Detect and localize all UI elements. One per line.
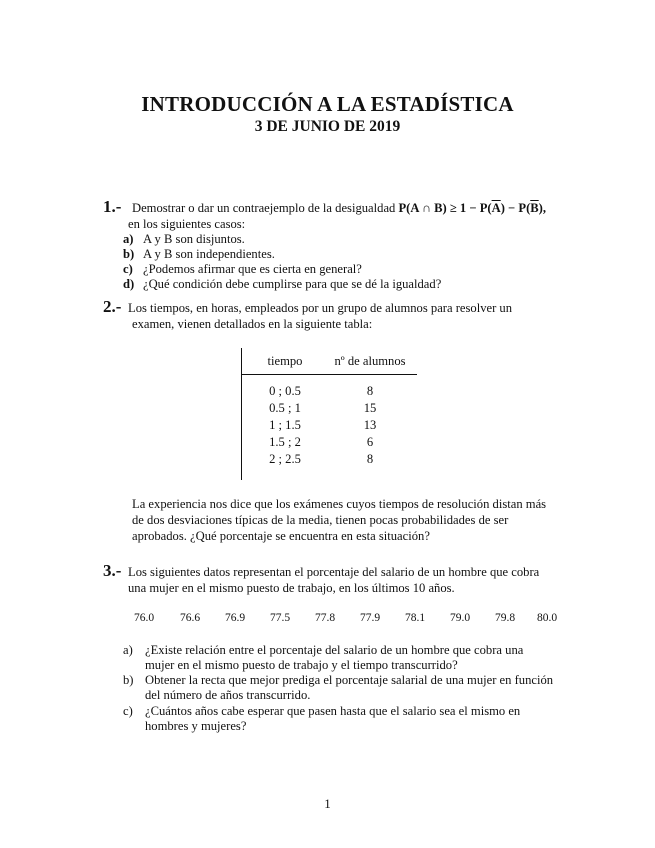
table-cell: 0.5 ; 1: [269, 401, 301, 415]
q1-item-a-text: A y B son disjuntos.: [143, 232, 245, 246]
salary-value: 76.6: [179, 612, 201, 624]
q1-item-d: [123, 277, 441, 292]
salary-value: 77.8: [314, 612, 336, 624]
question-3-number: 3.-: [103, 561, 122, 580]
salary-value: 79.0: [449, 612, 471, 624]
q3-item-b-label: b): [123, 673, 134, 687]
complement-a: $\overline{A}$: [491, 201, 501, 215]
question-2-followup-2: de dos desviaciones típicas de la media, tienen pocas probabilidades de ser: [132, 513, 509, 527]
table-cell: 6: [366, 435, 374, 449]
q3-item-c-line-1: ¿Cuántos años cabe esperar que pasen hasta que el salario sea el mismo en: [145, 704, 521, 718]
table-cell: 8: [366, 384, 374, 398]
q1-item-a-label: a): [123, 232, 134, 246]
question-2-line-2: examen, vienen detallados en la siguiente tabla:: [132, 317, 373, 331]
q1-item-d-label: d): [123, 277, 135, 291]
inequality-part-2: ) − P(: [500, 201, 531, 215]
inequality-part-3: ),: [538, 201, 547, 215]
q3-item-b-line-2: del número de años transcurrido.: [145, 688, 311, 702]
q3-item-a-line-2: mujer en el mismo puesto de trabajo y el tiempo transcurrido?: [145, 658, 458, 672]
table-header-alumnos: nº de alumnos: [334, 354, 406, 368]
salary-value: 76.9: [224, 612, 246, 624]
question-1-number: 1.-: [103, 197, 122, 216]
q3-item-a-label: a): [123, 643, 133, 657]
table-cell: 0 ; 0.5: [269, 384, 301, 398]
salary-value: 79.8: [494, 612, 516, 624]
table-cell: 1 ; 1.5: [269, 418, 301, 432]
q1-item-c: [123, 262, 362, 277]
salary-value: 80.0: [536, 612, 558, 624]
table-cell: 15: [363, 401, 377, 415]
q3-item-c-label: c): [123, 704, 133, 718]
question-3-line-2: una mujer en el mismo puesto de trabajo, en los últimos 10 años.: [128, 581, 455, 595]
complement-b: $\overline{B}$: [530, 201, 539, 215]
salary-value: 77.5: [269, 612, 291, 624]
table-cell: 2 ; 2.5: [269, 452, 301, 466]
page-number: 1: [324, 796, 331, 811]
question-1-stem-text: Demostrar o dar un contraejemplo de la desigualdad: [132, 201, 399, 215]
page-title: INTRODUCCIÓN A LA ESTADÍSTICA: [141, 92, 514, 116]
question-2-number: 2.-: [103, 297, 122, 316]
table-cell: 1.5 ; 2: [269, 435, 301, 449]
question-2-line-1: Los tiempos, en horas, empleados por un grupo de alumnos para resolver un: [128, 301, 513, 315]
q1-item-b-text: A y B son independientes.: [143, 247, 275, 261]
table-cell: 13: [363, 418, 377, 432]
q3-item-c-line-2: hombres y mujeres?: [145, 719, 247, 733]
salary-value: 78.1: [404, 612, 426, 624]
salary-value: 77.9: [359, 612, 381, 624]
table-header-rule: [241, 374, 417, 375]
exam-date: 3 DE JUNIO DE 2019: [254, 118, 401, 135]
q1-item-c-text: ¿Podemos afirmar que es cierta en general?: [143, 262, 362, 276]
question-1-stem-cont: en los siguientes casos:: [128, 217, 246, 231]
q1-item-b-label: b): [123, 247, 135, 261]
table-left-rule: [241, 348, 242, 480]
question-2-followup-3: aprobados. ¿Qué porcentaje se encuentra en esta situación?: [132, 529, 430, 543]
question-2-followup-1: La experiencia nos dice que los exámenes cuyos tiempos de resolución distan más: [132, 497, 547, 511]
question-1-stem: [132, 201, 546, 216]
q3-item-b-line-1: Obtener la recta que mejor prediga el porcentaje salarial de una mujer en función: [145, 673, 554, 687]
q1-item-d-text: ¿Qué condición debe cumplirse para que se dé la igualdad?: [143, 277, 442, 291]
q3-item-a-line-1: ¿Existe relación entre el porcentaje del salario de un hombre que cobra una: [145, 643, 524, 657]
salary-value: 76.0: [133, 612, 155, 624]
inequality-part-1: P(A ∩ B) ≥ 1 − P(: [398, 201, 492, 215]
q1-item-a: [123, 232, 245, 247]
question-3-line-1: Los siguientes datos representan el porcentaje del salario de un hombre que cobra: [128, 565, 540, 579]
q1-item-b: [123, 247, 275, 262]
table-header-tiempo: tiempo: [267, 354, 303, 368]
table-cell: 8: [366, 452, 374, 466]
q1-item-c-label: c): [123, 262, 133, 276]
